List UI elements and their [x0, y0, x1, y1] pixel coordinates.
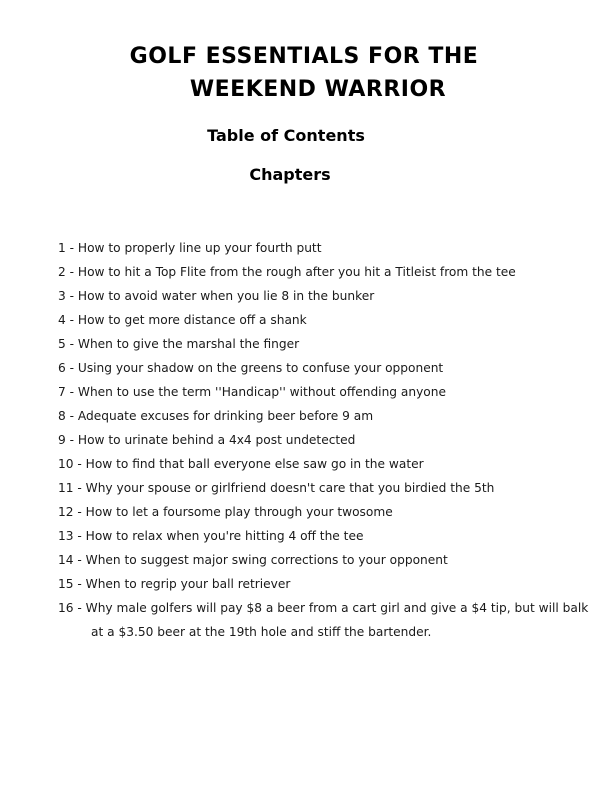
chapter-item-6: 6 - Using your shadow on the greens to confuse your opponent [58, 361, 444, 375]
chapter-item-12: 12 - How to let a foursome play through your twosome [58, 505, 393, 519]
chapter-item-5: 5 - When to give the marshal the finger [58, 337, 300, 351]
chapter-item-4: 4 - How to get more distance off a shank [58, 313, 307, 327]
chapter-item-9: 9 - How to urinate behind a 4x4 post undetected [58, 433, 356, 447]
chapter-item-16: 16 - Why male golfers will pay $8 a beer from a cart girl and give a $4 tip, but will balk at a $3.50 beer at the 19th hole and stiff the bartender. [58, 601, 589, 639]
table-of-contents-heading: Table of Contents [207, 126, 365, 145]
chapter-item-7: 7 - When to use the term ''Handicap'' without offending anyone [58, 385, 446, 399]
chapter-item-14: 14 - When to suggest major swing corrections to your opponent [58, 553, 448, 567]
page-title [0, 40, 612, 106]
title-line-1: GOLF ESSENTIALS FOR THE [129, 44, 479, 69]
chapter-item-1: 1 - How to properly line up your fourth putt [58, 241, 322, 255]
chapter-item-15: 15 - When to regrip your ball retriever [58, 577, 291, 591]
title-line-2: WEEKEND WARRIOR [189, 77, 447, 102]
chapter-item-11: 11 - Why your spouse or girlfriend doesn't care that you birdied the 5th [58, 481, 495, 495]
chapter-item-10: 10 - How to find that ball everyone else saw go in the water [58, 457, 424, 471]
chapters-heading: Chapters [249, 165, 331, 184]
chapter-item-3: 3 - How to avoid water when you lie 8 in the bunker [58, 289, 375, 303]
chapter-item-2: 2 - How to hit a Top Flite from the rough after you hit a Titleist from the tee [58, 265, 516, 279]
chapter-list [58, 236, 603, 644]
chapter-item-13: 13 - How to relax when you're hitting 4 off the tee [58, 529, 364, 543]
chapter-item-8: 8 - Adequate excuses for drinking beer before 9 am [58, 409, 374, 423]
